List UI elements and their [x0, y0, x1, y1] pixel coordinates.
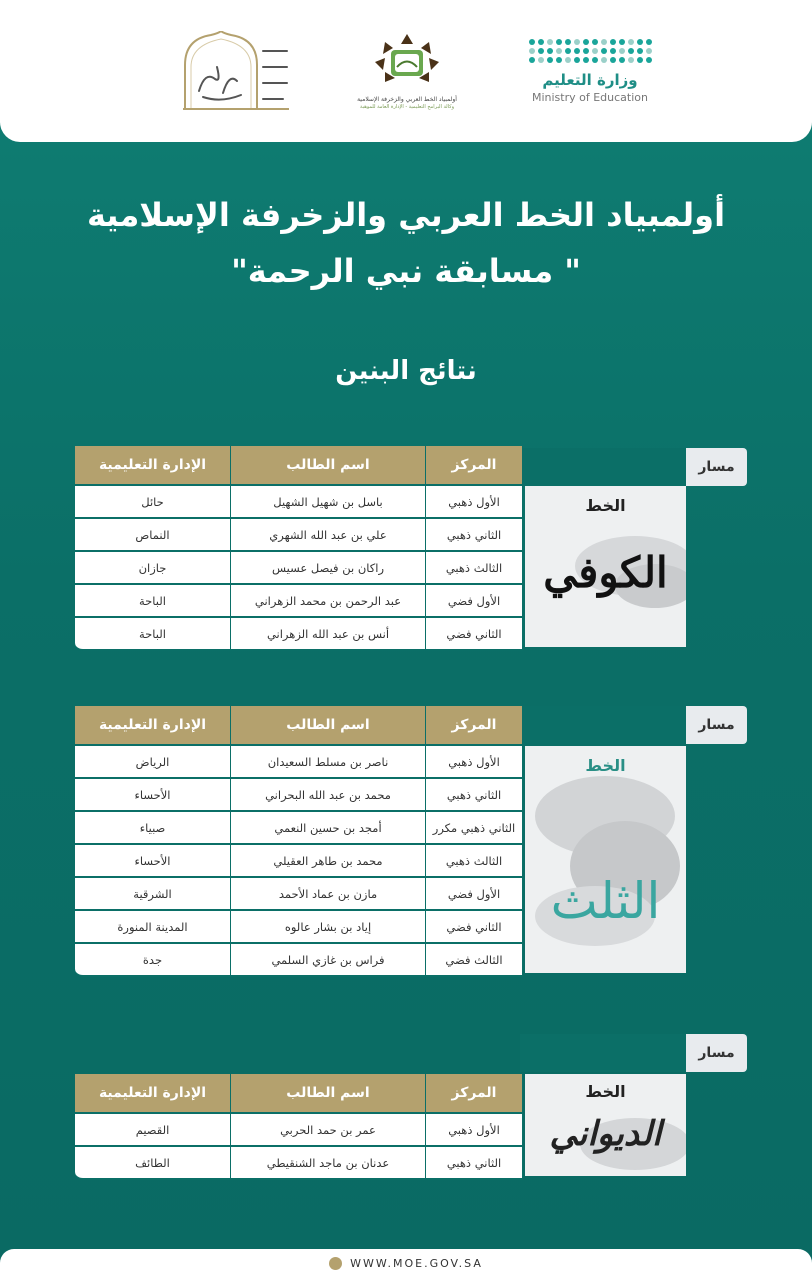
olympiad-emblem-icon [367, 32, 447, 94]
track-tag-kufi: مسار [686, 448, 747, 486]
track-art-diwani [525, 1074, 686, 1176]
table-row [75, 812, 523, 845]
cell-student: عبد الرحمن بن محمد الزهراني [231, 585, 426, 618]
table-row [75, 944, 523, 977]
track-art-thuluth [525, 746, 686, 973]
cell-admin: المدينة المنورة [75, 911, 231, 944]
col-admin-header: الإدارة التعليمية [75, 1074, 231, 1114]
table-header-row [75, 706, 523, 746]
cell-center: الثاني فضي [426, 618, 523, 651]
col-admin-header: الإدارة التعليمية [75, 706, 231, 746]
cell-student: محمد بن طاهر العقيلي [231, 845, 426, 878]
cell-student: أمجد بن حسين النعمي [231, 812, 426, 845]
track-tag-diwani: مسار [686, 1034, 747, 1072]
cell-center: الثاني فضي [426, 911, 523, 944]
cell-admin: الرياض [75, 746, 231, 779]
col-admin-header: الإدارة التعليمية [75, 446, 231, 486]
table-row [75, 746, 523, 779]
website-url[interactable]: WWW.MOE.GOV.SA [350, 1257, 483, 1270]
results-table-thuluth [75, 706, 523, 977]
track-art-heading: الخط [585, 756, 626, 775]
table-row [75, 1114, 523, 1147]
moe-arabic-name: وزارة التعليم [542, 70, 638, 89]
cell-admin: صبياء [75, 812, 231, 845]
olympiad-logo [352, 26, 462, 116]
cell-admin: الأحساء [75, 845, 231, 878]
cell-admin: حائل [75, 486, 231, 519]
table-row [75, 552, 523, 585]
cell-admin: الأحساء [75, 779, 231, 812]
cell-admin: الطائف [75, 1147, 231, 1180]
cell-center: الأول ذهبي [426, 746, 523, 779]
col-student-header: اسم الطالب [231, 706, 426, 746]
col-student-header: اسم الطالب [231, 1074, 426, 1114]
cell-student: أنس بن عبد الله الزهراني [231, 618, 426, 651]
footer-website[interactable] [0, 1257, 812, 1271]
moe-english-name: Ministry of Education [531, 90, 648, 104]
cell-student: إياد بن بشار عالوه [231, 911, 426, 944]
ink-smudge-icon [525, 746, 686, 973]
col-center-header: المركز [426, 706, 523, 746]
page-title-line1: أولمبياد الخط العربي والزخرفة الإسلامية [86, 196, 726, 234]
cell-center: الثالث فضي [426, 944, 523, 977]
cell-student: مازن بن عماد الأحمد [231, 878, 426, 911]
cell-student: راكان بن فيصل عسيس [231, 552, 426, 585]
table-row [75, 845, 523, 878]
mosque-arch-icon [175, 31, 291, 111]
cell-center: الأول ذهبي [426, 486, 523, 519]
table-row [75, 618, 523, 651]
results-table-kufi [75, 446, 523, 651]
cell-admin: جازان [75, 552, 231, 585]
table-header-row [75, 1074, 523, 1114]
cell-student: علي بن عبد الله الشهري [231, 519, 426, 552]
col-student-header: اسم الطالب [231, 446, 426, 486]
cell-center: الأول فضي [426, 878, 523, 911]
cell-center: الثالث ذهبي [426, 845, 523, 878]
cell-center: الثالث ذهبي [426, 552, 523, 585]
ministry-of-education-logo [520, 26, 660, 116]
track-art-kufi [525, 486, 686, 647]
table-row [75, 779, 523, 812]
track-art-heading: الخط [585, 496, 626, 515]
cell-admin: الشرقية [75, 878, 231, 911]
cell-admin: النماص [75, 519, 231, 552]
cell-student: عمر بن حمد الحربي [231, 1114, 426, 1147]
page-title-line2: "مسابقة نبي الرحمة " [231, 252, 581, 290]
table-row [75, 519, 523, 552]
cell-center: الثاني ذهبي [426, 1147, 523, 1180]
moe-dots-icon [529, 39, 652, 63]
olympiad-logo-text: أولمبياد الخط العربي والزخرفة الإسلامية [357, 96, 457, 104]
cell-admin: الباحة [75, 618, 231, 651]
cell-center: الأول فضي [426, 585, 523, 618]
globe-icon [329, 1257, 342, 1270]
cell-student: فراس بن غازي السلمي [231, 944, 426, 977]
cell-student: باسل بن شهيل الشهيل [231, 486, 426, 519]
track-tag-thuluth: مسار [686, 706, 747, 744]
cell-admin: جدة [75, 944, 231, 977]
footer-bar [0, 1249, 812, 1280]
table-row [75, 911, 523, 944]
results-subtitle: نتائج البنين [335, 356, 477, 386]
track-art-heading: الخط [585, 1082, 626, 1101]
col-center-header: المركز [426, 446, 523, 486]
col-center-header: المركز [426, 1074, 523, 1114]
competition-logo [168, 26, 298, 116]
cell-student: محمد بن عبد الله البحراني [231, 779, 426, 812]
cell-center: الثاني ذهبي مكرر [426, 812, 523, 845]
cell-center: الأول ذهبي [426, 1114, 523, 1147]
track-art-script-name: الكوفي [543, 548, 668, 597]
table-row [75, 878, 523, 911]
table-row [75, 486, 523, 519]
track-art-script-name: الديواني [549, 1114, 662, 1154]
table-row [75, 1147, 523, 1180]
track-art-script-name: الثلث [550, 872, 661, 930]
cell-center: الثاني ذهبي [426, 779, 523, 812]
cell-student: عدنان بن ماجد الشنقيطي [231, 1147, 426, 1180]
cell-student: ناصر بن مسلط السعيدان [231, 746, 426, 779]
olympiad-logo-subtext: وكالة البرامج التعليمية - الإدارة العامة للموهبة [360, 103, 454, 110]
table-header-row [75, 446, 523, 486]
cell-admin: الباحة [75, 585, 231, 618]
header-bar [0, 0, 812, 142]
cell-admin: القصيم [75, 1114, 231, 1147]
table-row [75, 585, 523, 618]
results-table-diwani [75, 1074, 523, 1180]
cell-center: الثاني ذهبي [426, 519, 523, 552]
